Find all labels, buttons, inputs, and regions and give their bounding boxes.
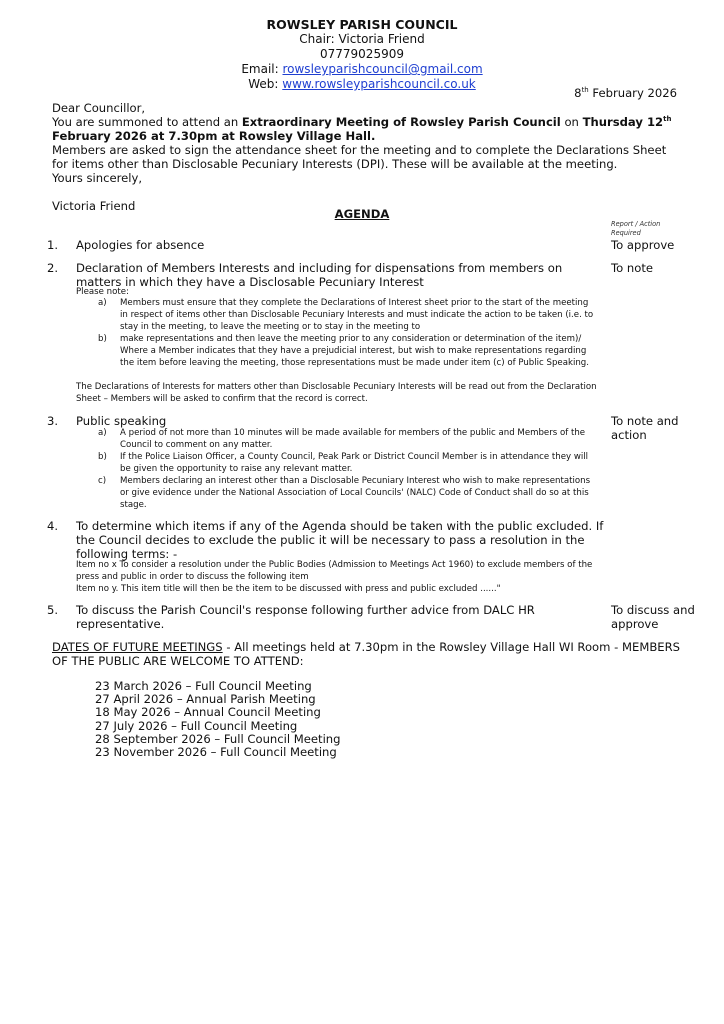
agenda-item-dalc-response: To discuss the Parish Council's response following further advice from DALC HR representative. bbox=[76, 603, 535, 631]
sub-letter: a) bbox=[98, 298, 107, 308]
sub-item-text: Members declaring an interest other than a Disclosable Pecuniary Interest who wish to make representations or give evidence under the National Association of Local Councils' (NALC) Code of Conduct shall do so at this stage. bbox=[120, 476, 591, 510]
item-action: To note bbox=[611, 261, 654, 275]
date-day: 8 bbox=[574, 86, 582, 100]
salutation: Dear Councillor, bbox=[52, 101, 146, 115]
closing: Yours sincerely, bbox=[52, 171, 143, 185]
item-number: 2. bbox=[47, 261, 59, 275]
declarations-footer: The Declarations of Interests for matters other than Disclosable Pecuniary Interests will be read out from the Declaration Sheet – Members will be asked to confirm that the record is correct. bbox=[76, 382, 597, 404]
please-note-label: Please note: bbox=[76, 287, 129, 297]
meeting-date-day: Thursday 12 bbox=[582, 115, 664, 129]
date-rest: February 2026 bbox=[588, 86, 677, 100]
item-detail-x: Item no x To consider a resolution under the Public Bodies (Admission to Meetings Act 1960) to exclude members of the press and public in order to discuss the following item bbox=[76, 560, 593, 582]
meeting-date-item: 28 September 2026 – Full Council Meeting bbox=[95, 731, 341, 746]
item-action: To discuss and approve bbox=[611, 603, 695, 631]
agenda-item-declarations: Declaration of Members Interests and including for dispensations from members on matters in which they have a Disclosable Pecuniary Interest bbox=[76, 261, 563, 289]
sub-letter: a) bbox=[98, 428, 107, 438]
chair-line: Chair: Victoria Friend bbox=[299, 32, 425, 46]
future-meetings-intro bbox=[52, 640, 692, 668]
item-number: 1. bbox=[47, 238, 59, 252]
item-number: 3. bbox=[47, 414, 59, 428]
future-meetings-heading: DATES OF FUTURE MEETINGS bbox=[52, 640, 223, 654]
sub-letter: b) bbox=[98, 334, 107, 344]
attendance-paragraph: Members are asked to sign the attendance sheet for the meeting and to complete the Declarations Sheet for items other than Disclosable Pecuniary Interests (DPI). These will be available at the meeting. bbox=[52, 143, 667, 171]
summons-text-2: on bbox=[560, 115, 583, 129]
sub-item-text: make representations and then leave the meeting prior to any consideration or determination of the item)/ Where a Member indicates that they have a prejudicial interest, but wish to make representations regarding the item before leaving the meeting, those representations must be made under item (c) of Public Speaking. bbox=[120, 334, 589, 368]
email-label: Email: bbox=[241, 62, 279, 76]
sub-letter: c) bbox=[98, 476, 107, 486]
meeting-date-suffix: th bbox=[663, 115, 672, 123]
meeting-date-item: 27 July 2026 – Full Council Meeting bbox=[95, 718, 298, 733]
meeting-date-item: 23 November 2026 – Full Council Meeting bbox=[95, 745, 337, 760]
signature-name: Victoria Friend bbox=[52, 199, 136, 213]
meeting-type: Extraordinary Meeting of Rowsley Parish Council bbox=[241, 115, 561, 129]
agenda-item-apologies: Apologies for absence bbox=[76, 238, 205, 252]
letterhead bbox=[0, 17, 724, 92]
meeting-date-item: 27 April 2026 – Annual Parish Meeting bbox=[95, 692, 316, 707]
agenda-item-public-speaking: Public speaking bbox=[76, 414, 167, 428]
email-link[interactable]: rowsleyparishcouncil@gmail.com bbox=[282, 62, 483, 76]
agenda-item-exclude-public: To determine which items if any of the Agenda should be taken with the public excluded. If the Council decides to exclude the public it will be necessary to pass a resolution in the following terms: - bbox=[76, 519, 604, 561]
meeting-date-item: 23 March 2026 – Full Council Meeting bbox=[95, 679, 312, 693]
phone-number: 07779025909 bbox=[320, 47, 404, 61]
date-suffix: th bbox=[581, 86, 589, 94]
item-action: To note and action bbox=[611, 414, 679, 442]
meeting-date bbox=[583, 115, 672, 129]
meeting-dates-list bbox=[95, 680, 341, 759]
web-label: Web: bbox=[248, 77, 279, 91]
future-meetings-description: - All meetings held at 7.30pm in the Rowsley Village Hall WI Room - MEMBERS OF THE PUBLIC ARE WELCOME TO ATTEND: bbox=[52, 640, 681, 668]
letter-body bbox=[52, 101, 674, 213]
web-link[interactable]: www.rowsleyparishcouncil.co.uk bbox=[282, 77, 476, 91]
sub-item-text: A period of not more than 10 minutes will be made available for members of the public and Members of the Council to comment on any matter. bbox=[120, 428, 586, 450]
letter-date bbox=[562, 86, 677, 100]
item-detail-y: Item no y. This item title will then be the item to be discussed with press and public excluded ......" bbox=[76, 584, 501, 594]
email-line bbox=[0, 62, 724, 77]
summons-paragraph bbox=[52, 115, 674, 143]
action-column-header: Report / Action Required bbox=[611, 220, 661, 237]
sub-letter: b) bbox=[98, 452, 107, 462]
agenda-heading: AGENDA bbox=[334, 207, 390, 221]
summons-text-1: You are summoned to attend an bbox=[52, 115, 242, 129]
sub-item-text: If the Police Liaison Officer, a County Council, Peak Park or District Council Member is in attendance they will be given the opportunity to raise any relevant matter. bbox=[120, 452, 589, 474]
sub-item-text: Members must ensure that they complete the Declarations of Interest sheet prior to the start of the meeting in respect of items other than Disclosable Pecuniary Interests and must indicate the action to be taken (i.e. to stay in the meeting, to leave the meeting or to stay in the meeting to bbox=[120, 298, 594, 332]
council-name: ROWSLEY PARISH COUNCIL bbox=[266, 17, 458, 32]
meeting-date-time-venue: February 2026 at 7.30pm at Rowsley Village Hall. bbox=[52, 129, 376, 143]
item-action: To approve bbox=[611, 238, 675, 252]
meeting-date-item: 18 May 2026 – Annual Council Meeting bbox=[95, 705, 321, 720]
item-number: 5. bbox=[47, 603, 59, 617]
item-number: 4. bbox=[47, 519, 59, 533]
